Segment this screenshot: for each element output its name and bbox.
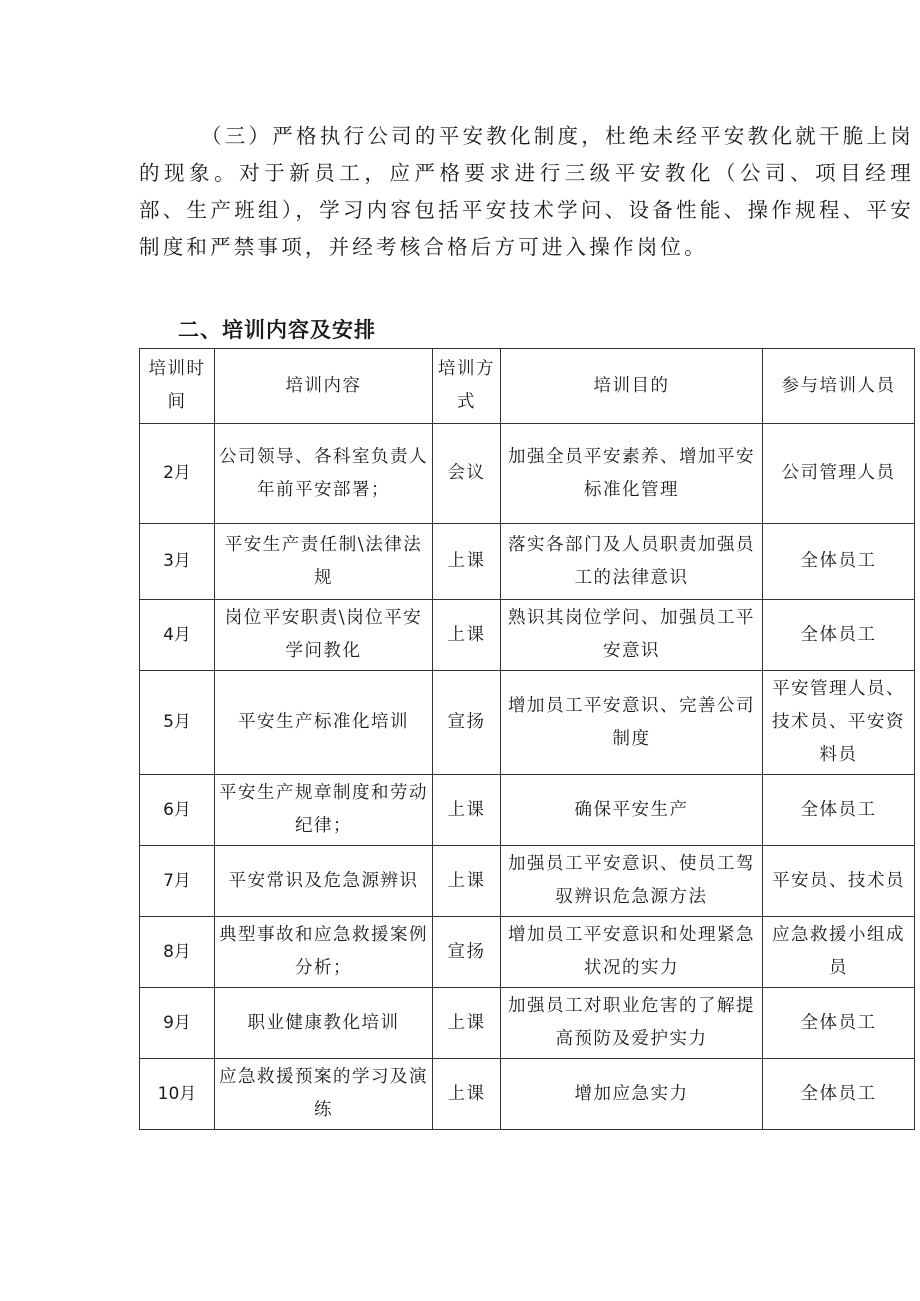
row-month: 7月 xyxy=(140,846,215,917)
row-purpose: 加强员工对职业危害的了解提高预防及爱护实力 xyxy=(501,988,763,1059)
row-content: 职业健康教化培训 xyxy=(215,988,433,1059)
table-header-row xyxy=(140,349,915,424)
row-method: 宣扬 xyxy=(433,917,501,988)
row-participants: 全体员工 xyxy=(763,524,915,600)
row-content: 公司领导、各科室负责人年前平安部署； xyxy=(215,424,433,524)
row-purpose: 落实各部门及人员职责加强员工的法律意识 xyxy=(501,524,763,600)
table-row xyxy=(140,846,915,917)
row-month: 10月 xyxy=(140,1059,215,1130)
header-time: 培训时间 xyxy=(140,349,215,424)
row-purpose: 加强全员平安素养、增加平安标准化管理 xyxy=(501,424,763,524)
row-method: 宣扬 xyxy=(433,671,501,775)
table-row xyxy=(140,917,915,988)
table-row xyxy=(140,524,915,600)
row-month: 6月 xyxy=(140,775,215,846)
row-participants: 公司管理人员 xyxy=(763,424,915,524)
intro-paragraph: （三）严格执行公司的平安教化制度，杜绝未经平安教化就干脆上岗的现象。对于新员工，应严格要求进行三级平安教化（公司、项目经理部、生产班组），学习内容包括平安技术学问、设备性能、操作规程、平安制度和严禁事项，并经考核合格后方可进入操作岗位。 xyxy=(139,124,914,259)
row-method: 上课 xyxy=(433,1059,501,1130)
row-method: 上课 xyxy=(433,600,501,671)
row-participants: 全体员工 xyxy=(763,775,915,846)
row-participants: 全体员工 xyxy=(763,1059,915,1130)
row-content: 平安生产责任制\法律法规 xyxy=(215,524,433,600)
row-content: 平安生产标准化培训 xyxy=(215,671,433,775)
table-row xyxy=(140,671,915,775)
row-content: 平安常识及危急源辨识 xyxy=(215,846,433,917)
row-participants: 全体员工 xyxy=(763,600,915,671)
row-purpose: 加强员工平安意识、使员工驾驭辨识危急源方法 xyxy=(501,846,763,917)
row-purpose: 熟识其岗位学问、加强员工平安意识 xyxy=(501,600,763,671)
row-content: 岗位平安职责\岗位平安学问教化 xyxy=(215,600,433,671)
row-purpose: 增加应急实力 xyxy=(501,1059,763,1130)
table-row xyxy=(140,1059,915,1130)
row-purpose: 增加员工平安意识和处理紧急状况的实力 xyxy=(501,917,763,988)
row-method: 上课 xyxy=(433,988,501,1059)
row-purpose: 增加员工平安意识、完善公司制度 xyxy=(501,671,763,775)
row-method: 上课 xyxy=(433,775,501,846)
row-month: 8月 xyxy=(140,917,215,988)
row-content: 平安生产规章制度和劳动纪律； xyxy=(215,775,433,846)
row-month: 9月 xyxy=(140,988,215,1059)
row-month: 3月 xyxy=(140,524,215,600)
training-schedule-table xyxy=(139,348,915,1130)
row-purpose: 确保平安生产 xyxy=(501,775,763,846)
table-row xyxy=(140,988,915,1059)
header-content: 培训内容 xyxy=(215,349,433,424)
header-purpose: 培训目的 xyxy=(501,349,763,424)
row-method: 会议 xyxy=(433,424,501,524)
row-method: 上课 xyxy=(433,846,501,917)
section-heading: 二、培训内容及安排 xyxy=(178,318,376,342)
row-month: 5月 xyxy=(140,671,215,775)
row-participants: 平安员、技术员 xyxy=(763,846,915,917)
row-content: 应急救援预案的学习及演练 xyxy=(215,1059,433,1130)
table-row xyxy=(140,424,915,524)
row-participants: 平安管理人员、技术员、平安资料员 xyxy=(763,671,915,775)
row-month: 4月 xyxy=(140,600,215,671)
table-row xyxy=(140,600,915,671)
row-method: 上课 xyxy=(433,524,501,600)
header-participants: 参与培训人员 xyxy=(763,349,915,424)
row-participants: 应急救援小组成员 xyxy=(763,917,915,988)
row-participants: 全体员工 xyxy=(763,988,915,1059)
table-row xyxy=(140,775,915,846)
row-month: 2月 xyxy=(140,424,215,524)
header-method: 培训方式 xyxy=(433,349,501,424)
row-content: 典型事故和应急救援案例分析； xyxy=(215,917,433,988)
